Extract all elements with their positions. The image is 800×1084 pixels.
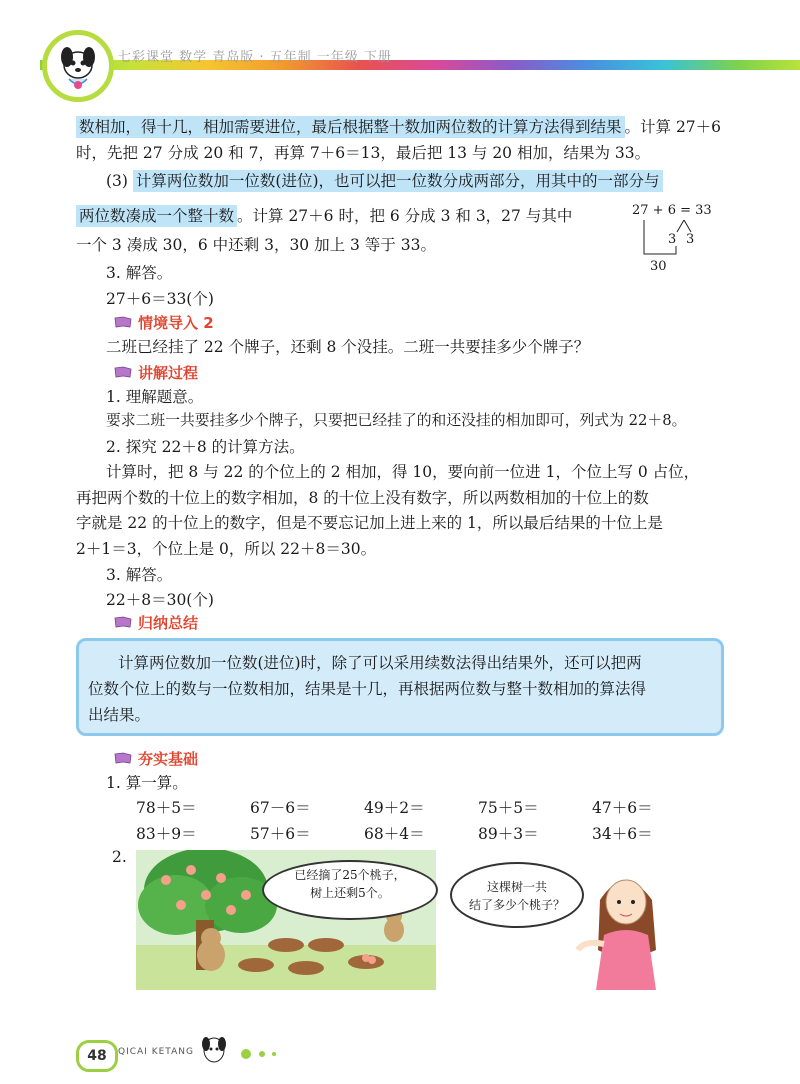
calc-item: 49＋2＝ <box>364 799 425 817</box>
speech-bubble-girl <box>450 862 584 928</box>
book-icon <box>114 316 132 328</box>
calc-item: 89＋3＝ <box>478 825 539 843</box>
paragraph-6: 3. 解答。 <box>106 264 173 282</box>
bubble-line: 这棵树一共 <box>486 880 547 894</box>
practice-question-2: 2. <box>112 848 127 866</box>
highlight-text: 数相加，得十几，相加需要进位，最后根据整十数加两位数的计算方法得到结果 <box>76 116 625 138</box>
header-title: 七彩课堂 数学 青岛版 · 五年制 一年级 下册 <box>118 50 392 65</box>
split-combined-value: 30 <box>650 259 667 274</box>
paragraph-text: (3) <box>106 172 133 190</box>
girl-illustration <box>570 860 680 990</box>
explain-line: 2＋1＝3，个位上是 0，所以 22＋8＝30。 <box>76 540 377 558</box>
calc-item: 75＋5＝ <box>478 799 539 817</box>
page-number: 48 <box>76 1040 118 1072</box>
section-title-practice: 夯实基础 <box>138 750 199 768</box>
explain-line: 再把两个数的十位上的数字相加，8 的十位上没有数字，所以两数相加的十位上的数 <box>76 489 649 507</box>
split-equation: 27 + 6 = 33 <box>632 203 712 218</box>
paragraph-1 <box>76 116 721 138</box>
dog-mascot-icon <box>47 35 109 97</box>
summary-line: 位数个位上的数与一位数相加，结果是十几，再根据两位数与整十数相加的算法得 <box>88 680 647 698</box>
calc-item: 34＋6＝ <box>592 825 653 843</box>
bubble-line: 树上还剩5个。 <box>310 886 390 900</box>
summary-line: 出结果。 <box>88 706 151 724</box>
paragraph-2: 时，先把 27 分成 20 和 7，再算 7＋6＝13，最后把 13 与 20 相加，结果为 33。 <box>76 144 651 162</box>
split-left-value: 3 <box>668 232 677 247</box>
section-title-situation: 情境导入 2 <box>138 314 214 332</box>
footer-brand: QICAI KETANG <box>118 1047 194 1057</box>
paragraph-text: 。计算 27＋6 <box>624 118 722 136</box>
calc-item: 47＋6＝ <box>592 799 653 817</box>
explain-line: 2. 探究 22＋8 的计算方法。 <box>106 438 305 456</box>
explain-line: 字就是 22 的十位上的数字，但是不要忘记加上进上来的 1，所以最后结果的十位上是 <box>76 514 663 532</box>
explain-line: 计算时，把 8 与 22 的个位上的 2 相加，得 10，要向前一位进 1，个位上写 0 占位， <box>106 463 700 481</box>
explain-line: 22＋8＝30(个) <box>106 591 214 609</box>
paragraph-7: 27＋6＝33(个) <box>106 290 214 308</box>
calc-item: 83＋9＝ <box>136 825 197 843</box>
section-title-summary: 归纳总结 <box>138 614 199 632</box>
highlight-text: 两位数凑成一个整十数 <box>76 205 237 227</box>
split-right-value: 3 <box>686 232 695 247</box>
highlight-text: 计算两位数加一位数(进位)，也可以把一位数分成两部分，用其中的一部分与 <box>133 170 663 192</box>
bubble-line: 结了多少个桃子？ <box>468 898 565 912</box>
mascot-badge <box>42 30 114 102</box>
paragraph-text: 。计算 27＋6 时，把 6 分成 3 和 3，27 与其中 <box>237 207 573 225</box>
practice-question-1: 1. 算一算。 <box>106 774 188 792</box>
situation-text: 二班已经挂了 22 个牌子，还剩 8 个没挂。二班一共要挂多少个牌子？ <box>106 338 590 356</box>
explain-line: 3. 解答。 <box>106 566 173 584</box>
explain-line: 要求二班一共要挂多少个牌子，只要把已经挂了的和还没挂的相加即可，列式为 22＋8。 <box>106 412 687 429</box>
footer-mascot-icon <box>196 1030 292 1070</box>
book-icon <box>114 366 132 378</box>
book-icon <box>114 616 132 628</box>
calc-item: 67－6＝ <box>250 799 311 817</box>
speech-bubble-monkey <box>262 860 438 920</box>
section-title-explain: 讲解过程 <box>138 364 199 382</box>
calc-item: 68＋4＝ <box>364 825 425 843</box>
calc-item: 57＋6＝ <box>250 825 311 843</box>
calc-item: 78＋5＝ <box>136 799 197 817</box>
bubble-line: 已经摘了25个桃子， <box>294 868 406 882</box>
book-icon <box>114 752 132 764</box>
paragraph-5: 一个 3 凑成 30，6 中还剩 3，30 加上 3 等于 33。 <box>76 236 436 254</box>
paragraph-4 <box>76 205 572 227</box>
paragraph-3 <box>106 170 663 192</box>
explain-line: 1. 理解题意。 <box>106 388 204 406</box>
summary-line: 计算两位数加一位数(进位)时，除了可以采用续数法得出结果外，还可以把两 <box>118 654 642 672</box>
